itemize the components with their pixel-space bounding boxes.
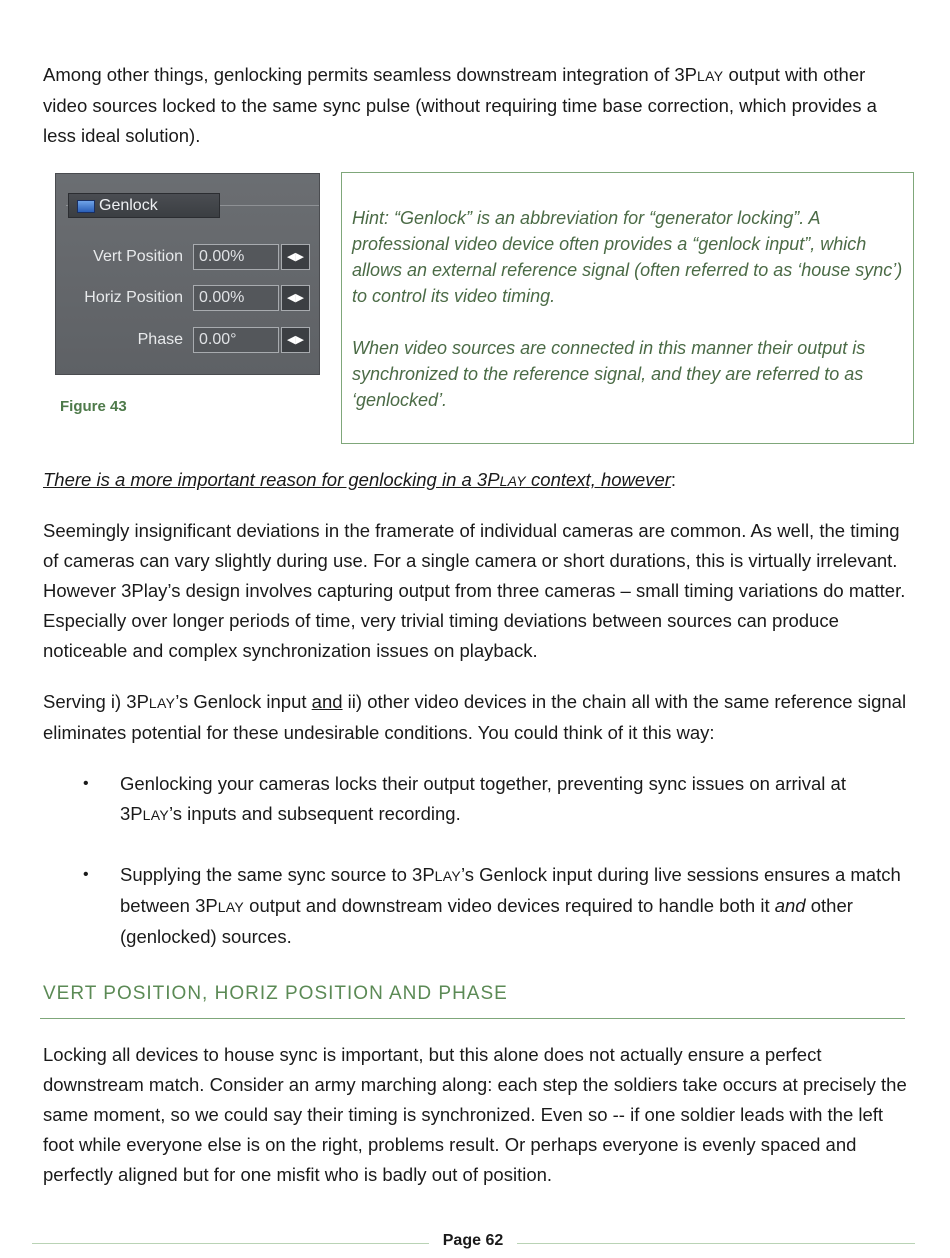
intro-paragraph bbox=[43, 60, 913, 151]
genlock-settings-panel bbox=[55, 173, 320, 375]
bullet-icon: • bbox=[83, 775, 89, 792]
bullet-text-part: Genlocking your cameras locks their output together, preventing sync issues on arrival at 3P bbox=[120, 773, 846, 824]
reason-colon: : bbox=[670, 469, 677, 490]
bullet-text-part: ’s Genlock input during live sessions ensures a match between 3P bbox=[120, 864, 901, 916]
vert-position-field[interactable]: 0.00% bbox=[193, 244, 279, 270]
reason-line bbox=[43, 465, 913, 496]
bullet-text-part: output and downstream video devices required to handle both it bbox=[244, 895, 775, 916]
phase-stepper-icon[interactable]: ◀▶ bbox=[281, 327, 310, 353]
small-caps: LAY bbox=[217, 899, 245, 915]
bullet-text bbox=[120, 860, 910, 952]
small-caps: LAY bbox=[499, 473, 526, 489]
vert-position-stepper-icon[interactable]: ◀▶ bbox=[281, 244, 310, 270]
section-heading: VERT POSITION, HORIZ POSITION AND PHASE bbox=[43, 983, 508, 1004]
phase-field[interactable]: 0.00° bbox=[193, 327, 279, 353]
intro-text: Among other things, genlocking permits seamless downstream integration of 3P bbox=[43, 64, 698, 85]
genlock-toggle-button[interactable] bbox=[68, 193, 220, 218]
horiz-position-stepper-icon[interactable]: ◀▶ bbox=[281, 285, 310, 311]
serving-paragraph bbox=[43, 687, 913, 748]
phase-row bbox=[56, 327, 321, 353]
small-caps: LAY bbox=[434, 868, 461, 884]
section-divider bbox=[40, 1018, 905, 1019]
serving-text: Serving i) 3P bbox=[43, 691, 149, 712]
reason-emphasis bbox=[43, 469, 671, 490]
genlock-label: Genlock bbox=[99, 197, 158, 214]
checkbox-icon[interactable] bbox=[77, 200, 95, 213]
timing-paragraph: Seemingly insignificant deviations in the framerate of individual cameras are common. As well, the timing of cameras can vary slightly during use. For a single camera or short durations, this is virtually irrelevant. However 3Play’s design involves capturing output from three cameras – small timing variations do matter. Especially over longer periods of time, very trivial timing deviations between sources can produce noticeable and complex synchronization issues on playback. bbox=[43, 520, 906, 661]
hint-box bbox=[341, 172, 914, 444]
italic-and: and bbox=[774, 895, 806, 916]
underlined-and: and bbox=[311, 691, 343, 712]
bullet-text-part: ’s inputs and subsequent recording. bbox=[168, 803, 461, 824]
bullet-text bbox=[120, 769, 910, 830]
bullet-icon: • bbox=[83, 866, 89, 883]
horiz-position-label: Horiz Position bbox=[84, 289, 183, 306]
horiz-position-row bbox=[56, 285, 321, 311]
bullet-text-part: Supplying the same sync source to 3P bbox=[120, 864, 435, 885]
footer-rule-right bbox=[517, 1243, 915, 1244]
small-caps: LAY bbox=[148, 695, 176, 711]
reason-text-rest: context, however bbox=[525, 469, 671, 490]
horiz-position-field[interactable]: 0.00% bbox=[193, 285, 279, 311]
bullet-text-part: other (genlocked) sources. bbox=[120, 895, 853, 947]
reason-text: There is a more important reason for genlocking in a 3P bbox=[43, 469, 500, 490]
serving-text-2: ’s Genlock input bbox=[175, 691, 312, 712]
vert-position-label: Vert Position bbox=[93, 248, 183, 265]
army-analogy-paragraph: Locking all devices to house sync is important, but this alone does not actually ensure a perfect downstream match. Consider an army marching along: each step the soldiers take occurs at precisely the same moment, so we could say their timing is synchronized. Even so -- if one soldier leads with the left foot while everyone else is on the right, problems result. Or perhaps everyone is evenly spaced and perfectly aligned but for one misfit who is badly out of position. bbox=[43, 1044, 907, 1185]
hint-paragraph-2: When video sources are connected in this manner their output is synchronized to the reference signal, and they are referred to as ‘genlocked’. bbox=[352, 338, 866, 410]
figure-caption: Figure 43 bbox=[60, 398, 127, 415]
footer-rule-left bbox=[32, 1243, 429, 1244]
hint-paragraph-1: Hint: “Genlock” is an abbreviation for “generator locking”. A professional video device often provides a “genlock input”, which allows an external reference signal (often referred to as ‘house sync’) to control its video timing. bbox=[352, 208, 903, 306]
serving-text-3: ii) other video devices in the chain all with the same reference signal eliminates potential for these undesirable conditions. You could think of it this way: bbox=[43, 691, 907, 743]
intro-text-rest: output with other video sources locked to the same sync pulse (without requiring time base correction, which provides a less ideal solution). bbox=[43, 64, 877, 146]
phase-label: Phase bbox=[137, 331, 183, 348]
small-caps: LAY bbox=[142, 807, 169, 823]
vert-position-row bbox=[56, 244, 321, 270]
small-caps: LAY bbox=[697, 68, 724, 84]
page-number: Page 62 bbox=[442, 1232, 504, 1249]
